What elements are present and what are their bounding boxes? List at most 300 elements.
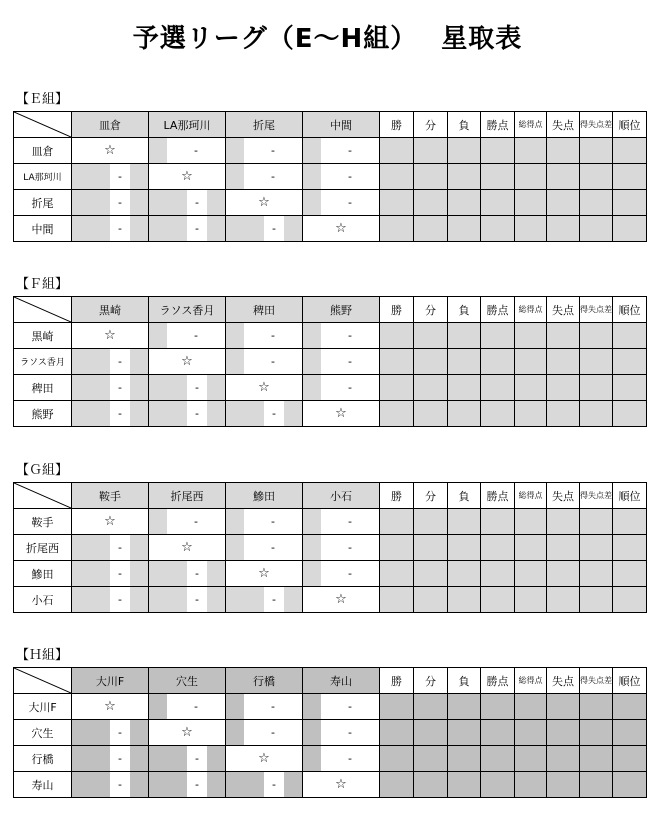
dash-mark: - bbox=[271, 355, 275, 368]
stat-cell[interactable] bbox=[613, 535, 647, 561]
row-team-name: 鰺田 bbox=[14, 561, 72, 587]
score-input-left[interactable] bbox=[226, 535, 244, 560]
stat-cell[interactable] bbox=[515, 216, 547, 242]
match-cell[interactable] bbox=[72, 535, 149, 561]
stat-cell[interactable] bbox=[613, 694, 647, 720]
stat-cell[interactable] bbox=[547, 401, 580, 427]
column-team-name: 折尾西 bbox=[149, 483, 226, 509]
stat-cell[interactable] bbox=[613, 561, 647, 587]
dash-mark: - bbox=[272, 222, 276, 235]
score-input-left[interactable] bbox=[149, 375, 187, 400]
stat-cell[interactable] bbox=[414, 587, 448, 613]
stat-cell[interactable] bbox=[448, 746, 481, 772]
stat-cell[interactable] bbox=[448, 375, 481, 401]
score-input-left[interactable] bbox=[72, 587, 110, 612]
match-cell[interactable] bbox=[72, 746, 149, 772]
score-input-left[interactable] bbox=[149, 772, 187, 797]
match-cell[interactable] bbox=[72, 561, 149, 587]
score-input-left[interactable] bbox=[72, 772, 110, 797]
match-cell[interactable] bbox=[72, 164, 149, 190]
stat-cell[interactable] bbox=[380, 772, 414, 798]
stat-cell[interactable] bbox=[481, 164, 515, 190]
stat-cell[interactable] bbox=[515, 746, 547, 772]
stat-cell[interactable] bbox=[515, 323, 547, 349]
stat-cell[interactable] bbox=[481, 561, 515, 587]
stat-cell[interactable] bbox=[448, 720, 481, 746]
stat-cell[interactable] bbox=[448, 561, 481, 587]
group-label: 【Ｇ組】 bbox=[16, 463, 69, 478]
dash-mark: - bbox=[195, 567, 199, 580]
match-cell[interactable] bbox=[72, 401, 149, 427]
match-cell[interactable] bbox=[149, 216, 226, 242]
stat-cell[interactable] bbox=[515, 720, 547, 746]
stat-cell[interactable] bbox=[481, 509, 515, 535]
match-cell[interactable] bbox=[149, 323, 226, 349]
match-cell[interactable] bbox=[149, 746, 226, 772]
column-team-name: 行橋 bbox=[226, 668, 303, 694]
score-input-right[interactable] bbox=[207, 401, 225, 426]
stat-cell[interactable] bbox=[481, 323, 515, 349]
stat-header: 負 bbox=[448, 297, 481, 323]
score-cell-wrap bbox=[72, 561, 148, 586]
score-input-left[interactable] bbox=[149, 323, 167, 348]
stat-cell[interactable] bbox=[481, 375, 515, 401]
stat-cell[interactable] bbox=[481, 535, 515, 561]
standings-table bbox=[13, 482, 647, 613]
score-input-right[interactable] bbox=[130, 190, 148, 215]
match-cell[interactable] bbox=[149, 772, 226, 798]
match-cell[interactable] bbox=[226, 772, 303, 798]
stat-cell[interactable] bbox=[481, 720, 515, 746]
match-cell[interactable] bbox=[303, 535, 380, 561]
stat-cell[interactable] bbox=[613, 190, 647, 216]
score-input-right[interactable] bbox=[284, 772, 302, 797]
header-row bbox=[14, 483, 647, 509]
score-input-left[interactable] bbox=[149, 190, 187, 215]
score-input-left[interactable] bbox=[72, 349, 110, 374]
score-input-right[interactable] bbox=[130, 746, 148, 771]
score-input-right[interactable] bbox=[207, 587, 225, 612]
stat-cell[interactable] bbox=[380, 587, 414, 613]
header-row bbox=[14, 112, 647, 138]
stat-cell[interactable] bbox=[380, 323, 414, 349]
stat-cell[interactable] bbox=[380, 375, 414, 401]
score-input-left[interactable] bbox=[226, 216, 264, 241]
stat-cell[interactable] bbox=[547, 323, 580, 349]
score-input-left[interactable] bbox=[226, 349, 244, 374]
score-input-left[interactable] bbox=[149, 587, 187, 612]
score-input-left[interactable] bbox=[149, 694, 167, 719]
stat-cell[interactable] bbox=[580, 587, 613, 613]
score-input-left[interactable] bbox=[303, 138, 321, 163]
stat-cell[interactable] bbox=[580, 694, 613, 720]
match-cell[interactable] bbox=[303, 138, 380, 164]
score-input-right[interactable] bbox=[130, 216, 148, 241]
stat-cell[interactable] bbox=[547, 216, 580, 242]
stat-cell[interactable] bbox=[613, 720, 647, 746]
match-cell[interactable] bbox=[303, 509, 380, 535]
match-cell[interactable] bbox=[149, 561, 226, 587]
score-input-left[interactable] bbox=[226, 401, 264, 426]
stat-cell[interactable] bbox=[580, 561, 613, 587]
score-cell-wrap bbox=[303, 138, 379, 163]
row-team-name: 折尾西 bbox=[14, 535, 72, 561]
score-input-right[interactable] bbox=[207, 772, 225, 797]
stat-cell[interactable] bbox=[515, 587, 547, 613]
stat-cell[interactable] bbox=[380, 509, 414, 535]
score-input-left[interactable] bbox=[149, 216, 187, 241]
stat-cell[interactable] bbox=[613, 349, 647, 375]
stat-cell[interactable] bbox=[380, 561, 414, 587]
stat-cell[interactable] bbox=[515, 509, 547, 535]
stat-cell[interactable] bbox=[448, 138, 481, 164]
match-cell[interactable] bbox=[72, 349, 149, 375]
match-cell[interactable] bbox=[226, 509, 303, 535]
score-input-left[interactable] bbox=[72, 375, 110, 400]
stat-cell[interactable] bbox=[547, 164, 580, 190]
stat-cell[interactable] bbox=[380, 720, 414, 746]
stat-cell[interactable] bbox=[448, 216, 481, 242]
dash-mark: - bbox=[272, 407, 276, 420]
match-cell[interactable] bbox=[226, 694, 303, 720]
score-cell-wrap bbox=[226, 587, 302, 612]
row-team-name: 黒崎 bbox=[14, 323, 72, 349]
match-cell[interactable] bbox=[303, 746, 380, 772]
score-input-left[interactable] bbox=[226, 587, 264, 612]
stat-cell[interactable] bbox=[613, 746, 647, 772]
diagonal-corner-cell bbox=[14, 483, 72, 509]
stat-cell[interactable] bbox=[613, 587, 647, 613]
score-input-right[interactable] bbox=[130, 164, 148, 189]
stat-cell[interactable] bbox=[414, 190, 448, 216]
score-input-left[interactable] bbox=[303, 535, 321, 560]
stat-cell[interactable] bbox=[580, 509, 613, 535]
match-cell[interactable] bbox=[149, 190, 226, 216]
score-input-left[interactable] bbox=[303, 323, 321, 348]
stat-cell[interactable] bbox=[580, 535, 613, 561]
stat-cell[interactable] bbox=[448, 509, 481, 535]
score-cell-wrap bbox=[149, 746, 225, 771]
stat-header: 勝 bbox=[380, 483, 414, 509]
stat-cell[interactable] bbox=[515, 535, 547, 561]
stat-header: 負 bbox=[448, 483, 481, 509]
score-input-left[interactable] bbox=[303, 746, 321, 771]
stat-cell[interactable] bbox=[481, 772, 515, 798]
stat-cell[interactable] bbox=[380, 164, 414, 190]
match-cell[interactable] bbox=[72, 587, 149, 613]
row-team-name: 大川F bbox=[14, 694, 72, 720]
stat-cell[interactable] bbox=[380, 401, 414, 427]
match-cell[interactable] bbox=[303, 190, 380, 216]
score-input-left[interactable] bbox=[72, 746, 110, 771]
self-match-cell bbox=[149, 720, 226, 746]
stat-cell[interactable] bbox=[580, 746, 613, 772]
stat-cell[interactable] bbox=[580, 164, 613, 190]
stat-cell[interactable] bbox=[547, 535, 580, 561]
stat-cell[interactable] bbox=[547, 694, 580, 720]
match-cell[interactable] bbox=[72, 375, 149, 401]
score-input-left[interactable] bbox=[303, 694, 321, 719]
match-cell[interactable] bbox=[149, 138, 226, 164]
stat-cell[interactable] bbox=[613, 216, 647, 242]
match-cell[interactable] bbox=[72, 216, 149, 242]
score-input-left[interactable] bbox=[226, 164, 244, 189]
stat-cell[interactable] bbox=[380, 349, 414, 375]
score-cell-wrap bbox=[72, 349, 148, 374]
stat-cell[interactable] bbox=[547, 349, 580, 375]
stat-cell[interactable] bbox=[547, 772, 580, 798]
row-team-name: 皿倉 bbox=[14, 138, 72, 164]
match-cell[interactable] bbox=[303, 561, 380, 587]
stat-cell[interactable] bbox=[515, 349, 547, 375]
match-cell[interactable] bbox=[72, 190, 149, 216]
stat-cell[interactable] bbox=[448, 772, 481, 798]
stat-cell[interactable] bbox=[613, 772, 647, 798]
score-input-right[interactable] bbox=[207, 190, 225, 215]
score-cell-wrap bbox=[226, 694, 302, 719]
match-cell[interactable] bbox=[303, 720, 380, 746]
score-input-right[interactable] bbox=[130, 349, 148, 374]
match-cell[interactable] bbox=[226, 535, 303, 561]
stat-cell[interactable] bbox=[414, 401, 448, 427]
stat-cell[interactable] bbox=[481, 401, 515, 427]
dash-mark: - bbox=[271, 515, 275, 528]
match-cell[interactable] bbox=[226, 587, 303, 613]
score-input-right[interactable] bbox=[207, 746, 225, 771]
score-cell-wrap bbox=[72, 587, 148, 612]
match-cell[interactable] bbox=[226, 164, 303, 190]
stat-cell[interactable] bbox=[613, 164, 647, 190]
stat-cell[interactable] bbox=[448, 190, 481, 216]
match-cell[interactable] bbox=[303, 349, 380, 375]
score-input-right[interactable] bbox=[130, 561, 148, 586]
header-row bbox=[14, 668, 647, 694]
match-cell[interactable] bbox=[149, 587, 226, 613]
stat-cell[interactable] bbox=[515, 138, 547, 164]
group-label: 【Ｈ組】 bbox=[16, 648, 69, 663]
score-input-right[interactable] bbox=[130, 772, 148, 797]
score-input-right[interactable] bbox=[207, 561, 225, 586]
score-input-left[interactable] bbox=[72, 190, 110, 215]
stat-cell[interactable] bbox=[448, 401, 481, 427]
match-cell[interactable] bbox=[149, 375, 226, 401]
match-cell[interactable] bbox=[149, 694, 226, 720]
stat-cell[interactable] bbox=[515, 190, 547, 216]
stat-cell[interactable] bbox=[414, 164, 448, 190]
match-cell[interactable] bbox=[226, 323, 303, 349]
stat-cell[interactable] bbox=[380, 694, 414, 720]
self-match-cell bbox=[303, 772, 380, 798]
stat-cell[interactable] bbox=[547, 190, 580, 216]
stat-cell[interactable] bbox=[481, 216, 515, 242]
stat-cell[interactable] bbox=[515, 375, 547, 401]
match-cell[interactable] bbox=[149, 509, 226, 535]
stat-cell[interactable] bbox=[380, 746, 414, 772]
score-input-right[interactable] bbox=[284, 587, 302, 612]
score-input-left[interactable] bbox=[226, 694, 244, 719]
score-input-left[interactable] bbox=[149, 138, 167, 163]
match-cell[interactable] bbox=[303, 323, 380, 349]
stat-cell[interactable] bbox=[580, 323, 613, 349]
score-input-left[interactable] bbox=[72, 216, 110, 241]
score-input-left[interactable] bbox=[72, 401, 110, 426]
score-input-left[interactable] bbox=[303, 561, 321, 586]
match-cell[interactable] bbox=[72, 720, 149, 746]
stat-cell[interactable] bbox=[481, 746, 515, 772]
stat-cell[interactable] bbox=[414, 746, 448, 772]
score-input-right[interactable] bbox=[207, 375, 225, 400]
match-cell[interactable] bbox=[149, 401, 226, 427]
score-input-right[interactable] bbox=[130, 720, 148, 745]
header-row bbox=[14, 297, 647, 323]
stat-cell[interactable] bbox=[414, 694, 448, 720]
stat-cell[interactable] bbox=[380, 535, 414, 561]
stat-cell[interactable] bbox=[580, 190, 613, 216]
stat-cell[interactable] bbox=[448, 349, 481, 375]
dash-mark: - bbox=[195, 778, 199, 791]
score-input-left[interactable] bbox=[149, 401, 187, 426]
score-input-left[interactable] bbox=[149, 746, 187, 771]
score-input-left[interactable] bbox=[303, 375, 321, 400]
stat-cell[interactable] bbox=[414, 323, 448, 349]
stat-cell[interactable] bbox=[481, 138, 515, 164]
stat-cell[interactable] bbox=[613, 375, 647, 401]
star-mark: ☆ bbox=[181, 725, 193, 740]
stat-cell[interactable] bbox=[481, 694, 515, 720]
stat-cell[interactable] bbox=[481, 587, 515, 613]
score-input-left[interactable] bbox=[226, 509, 244, 534]
stat-cell[interactable] bbox=[414, 509, 448, 535]
stat-cell[interactable] bbox=[515, 164, 547, 190]
match-cell[interactable] bbox=[226, 349, 303, 375]
score-input-left[interactable] bbox=[303, 164, 321, 189]
score-input-left[interactable] bbox=[149, 509, 167, 534]
score-input-left[interactable] bbox=[72, 535, 110, 560]
score-input-left[interactable] bbox=[226, 772, 264, 797]
stat-cell[interactable] bbox=[414, 720, 448, 746]
score-input-left[interactable] bbox=[226, 138, 244, 163]
stat-cell[interactable] bbox=[515, 772, 547, 798]
score-input-left[interactable] bbox=[303, 720, 321, 745]
dash-mark: - bbox=[271, 144, 275, 157]
stat-cell[interactable] bbox=[481, 349, 515, 375]
stat-cell[interactable] bbox=[515, 561, 547, 587]
score-input-right[interactable] bbox=[130, 375, 148, 400]
score-cell-wrap bbox=[226, 720, 302, 745]
stat-cell[interactable] bbox=[613, 323, 647, 349]
match-cell[interactable] bbox=[303, 375, 380, 401]
stat-cell[interactable] bbox=[380, 190, 414, 216]
stat-cell[interactable] bbox=[547, 561, 580, 587]
group-label: 【Ｆ組】 bbox=[16, 277, 69, 292]
match-cell[interactable] bbox=[226, 216, 303, 242]
stat-cell[interactable] bbox=[380, 216, 414, 242]
stat-cell[interactable] bbox=[547, 138, 580, 164]
stat-cell[interactable] bbox=[613, 401, 647, 427]
stat-cell[interactable] bbox=[380, 138, 414, 164]
stat-cell[interactable] bbox=[580, 375, 613, 401]
dash-mark: - bbox=[194, 700, 198, 713]
score-input-left[interactable] bbox=[72, 720, 110, 745]
score-input-right[interactable] bbox=[284, 401, 302, 426]
table-row bbox=[14, 587, 647, 613]
score-input-left[interactable] bbox=[226, 720, 244, 745]
stat-cell[interactable] bbox=[547, 746, 580, 772]
stat-cell[interactable] bbox=[515, 401, 547, 427]
match-cell[interactable] bbox=[72, 772, 149, 798]
score-input-left[interactable] bbox=[226, 323, 244, 348]
stat-cell[interactable] bbox=[515, 694, 547, 720]
score-input-left[interactable] bbox=[149, 561, 187, 586]
stat-cell[interactable] bbox=[580, 349, 613, 375]
stat-cell[interactable] bbox=[547, 375, 580, 401]
table-row bbox=[14, 190, 647, 216]
stat-cell[interactable] bbox=[613, 509, 647, 535]
stat-cell[interactable] bbox=[580, 216, 613, 242]
score-input-left[interactable] bbox=[303, 349, 321, 374]
dash-mark: - bbox=[118, 726, 122, 739]
stat-cell[interactable] bbox=[547, 720, 580, 746]
stat-cell[interactable] bbox=[448, 694, 481, 720]
stat-cell[interactable] bbox=[580, 138, 613, 164]
stat-cell[interactable] bbox=[414, 535, 448, 561]
score-input-right[interactable] bbox=[130, 587, 148, 612]
dash-mark: - bbox=[194, 515, 198, 528]
score-input-left[interactable] bbox=[303, 190, 321, 215]
match-cell[interactable] bbox=[303, 694, 380, 720]
star-mark: ☆ bbox=[258, 566, 270, 581]
dash-mark: - bbox=[271, 700, 275, 713]
match-cell[interactable] bbox=[226, 138, 303, 164]
star-mark: ☆ bbox=[104, 514, 116, 529]
stat-cell[interactable] bbox=[414, 349, 448, 375]
stat-cell[interactable] bbox=[414, 216, 448, 242]
match-cell[interactable] bbox=[303, 164, 380, 190]
score-cell-wrap bbox=[303, 561, 379, 586]
stat-cell[interactable] bbox=[448, 587, 481, 613]
stat-cell[interactable] bbox=[414, 772, 448, 798]
score-input-right[interactable] bbox=[284, 216, 302, 241]
score-input-right[interactable] bbox=[130, 401, 148, 426]
score-cell-wrap bbox=[149, 561, 225, 586]
stat-cell[interactable] bbox=[580, 401, 613, 427]
stat-cell[interactable] bbox=[448, 535, 481, 561]
score-input-left[interactable] bbox=[72, 164, 110, 189]
row-team-name: 小石 bbox=[14, 587, 72, 613]
score-input-right[interactable] bbox=[130, 535, 148, 560]
score-input-left[interactable] bbox=[303, 509, 321, 534]
score-cell-wrap bbox=[226, 323, 302, 348]
stat-cell[interactable] bbox=[414, 561, 448, 587]
stat-header: 勝点 bbox=[481, 483, 515, 509]
stat-cell[interactable] bbox=[580, 720, 613, 746]
stat-cell[interactable] bbox=[481, 190, 515, 216]
score-input-left[interactable] bbox=[72, 561, 110, 586]
stat-cell[interactable] bbox=[613, 138, 647, 164]
score-input-right[interactable] bbox=[207, 216, 225, 241]
stat-cell[interactable] bbox=[448, 164, 481, 190]
stat-cell[interactable] bbox=[414, 375, 448, 401]
match-cell[interactable] bbox=[226, 720, 303, 746]
stat-header: 分 bbox=[414, 112, 448, 138]
stat-cell[interactable] bbox=[414, 138, 448, 164]
stat-cell[interactable] bbox=[547, 509, 580, 535]
stat-cell[interactable] bbox=[580, 772, 613, 798]
stat-cell[interactable] bbox=[448, 323, 481, 349]
dash-mark: - bbox=[118, 222, 122, 235]
match-cell[interactable] bbox=[226, 401, 303, 427]
stat-cell[interactable] bbox=[547, 587, 580, 613]
